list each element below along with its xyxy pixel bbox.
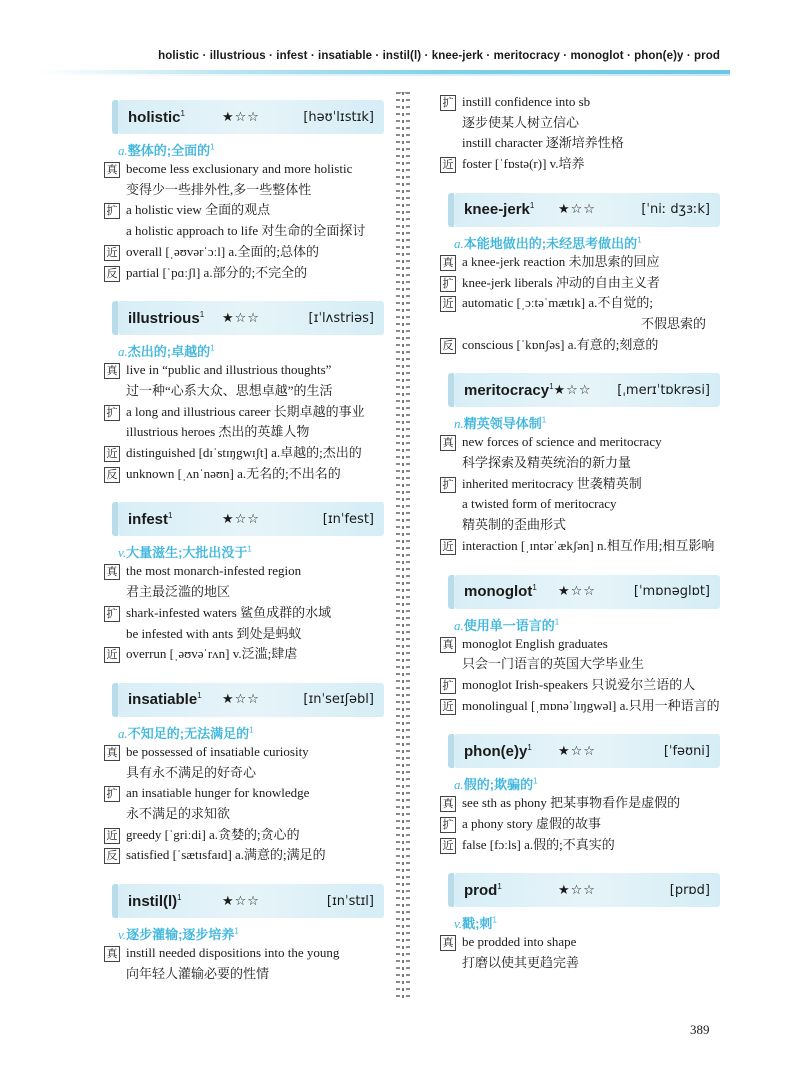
right-column	[440, 94, 720, 992]
headword-banner	[118, 301, 384, 335]
headword	[118, 511, 222, 528]
part-of-speech: v.	[454, 916, 463, 932]
entry-line	[440, 154, 720, 175]
line-text: distinguished [dɪˈstɪŋgwɪʃt] a.卓越的;杰出的	[126, 445, 362, 461]
headword-banner	[118, 683, 384, 717]
entry-line	[440, 92, 720, 113]
label-icon: 真	[104, 363, 120, 379]
star-rating: ★☆☆	[222, 109, 260, 125]
entry-line-continued	[104, 422, 384, 443]
line-text: 永不满足的求知欲	[126, 806, 231, 822]
sense-text: 逐步灌输;逐步培养	[126, 927, 235, 943]
sense-number: 1	[637, 235, 642, 245]
star-rating: ★☆☆	[558, 743, 596, 759]
entry-line-continued	[440, 953, 720, 974]
sense-definition	[454, 615, 720, 634]
star-rating: ★☆☆	[222, 511, 260, 527]
entry-line-continued	[104, 381, 384, 402]
headword-banner	[118, 100, 384, 134]
headword-text: illustrious	[128, 309, 200, 327]
label-icon: 扩	[440, 477, 456, 493]
part-of-speech: a.	[118, 143, 128, 158]
line-text: a phony story 虚假的故事	[462, 816, 602, 832]
headword-banner	[118, 502, 384, 536]
entry-line	[104, 561, 384, 582]
headword-frequency: 1	[497, 881, 502, 891]
entry-line	[440, 696, 720, 717]
sense-number: 1	[533, 777, 538, 787]
headword	[118, 691, 222, 708]
line-text: 过一种“心系大众、思想卓越”的生活	[126, 382, 333, 398]
entry-line	[440, 536, 720, 557]
label-icon: 真	[440, 796, 456, 812]
entry-line	[104, 263, 384, 284]
phonetic: [prɒd]	[669, 882, 710, 898]
line-text: partial [ˈpɑːʃl] a.部分的;不完全的	[126, 264, 308, 280]
dictionary-entry	[104, 100, 384, 283]
line-text: a holistic view 全面的观点	[126, 202, 271, 218]
phonetic: [ˌmerɪˈtɒkrəsi]	[617, 382, 710, 398]
label-icon: 真	[104, 946, 120, 962]
phonetic: [ˈfəʊni]	[663, 743, 710, 759]
headword-frequency: 1	[168, 510, 173, 520]
label-icon: 真	[440, 637, 456, 653]
line-text: live in “public and illustrious thoughts”	[126, 362, 332, 378]
entry-line	[440, 793, 720, 814]
line-text: 变得少一些排外性,多一些整体性	[126, 181, 312, 197]
part-of-speech: v.	[118, 545, 127, 561]
headword-text: holistic	[128, 108, 181, 126]
headword-text: monoglot	[464, 583, 533, 601]
dictionary-entry	[104, 301, 384, 484]
part-of-speech: a.	[454, 617, 464, 633]
star-rating: ★☆☆	[222, 310, 260, 326]
headword-frequency: 1	[197, 691, 202, 701]
line-text: shark-infested waters 鲨鱼成群的水域	[126, 604, 332, 620]
entry-line	[104, 742, 384, 763]
headword-text: meritocracy	[464, 381, 550, 399]
entry-line	[440, 335, 720, 356]
part-of-speech: a.	[454, 777, 464, 793]
line-text: become less exclusionary and more holistic	[126, 161, 353, 176]
line-text: a long and illustrious career 长期卓越的事业	[126, 403, 365, 419]
label-icon: 近	[440, 157, 456, 173]
label-icon: 近	[104, 828, 120, 844]
phonetic: [ˈmɒnəglɒt]	[633, 584, 710, 600]
entry-line-continued	[104, 180, 384, 201]
line-text: overall [ˌəʊvərˈɔːl] a.全面的;总体的	[126, 243, 320, 259]
line-text: monolingual [ˌmɒnəˈlɪŋgwəl] a.只用一种语言的	[462, 697, 720, 713]
sense-number: 1	[210, 142, 215, 152]
sense-text: 不知足的;无法满足的	[127, 725, 250, 741]
dictionary-entry	[440, 734, 720, 855]
headword-text: insatiable	[128, 691, 198, 709]
label-icon: 反	[440, 338, 456, 354]
sense-definition	[118, 542, 384, 561]
headword-banner	[118, 884, 384, 918]
line-text: a twisted form of meritocracy	[462, 496, 617, 512]
sense-text: 精英领导体制	[463, 416, 542, 432]
entry-line	[104, 402, 384, 423]
line-text: instill needed dispositions into the young	[126, 945, 340, 961]
label-icon: 真	[104, 564, 120, 580]
sense-definition	[454, 913, 720, 932]
line-text: interaction [ˌɪntərˈækʃən] n.相互作用;相互影响	[462, 537, 715, 553]
line-text: a holistic approach to life 对生命的全面探讨	[126, 223, 366, 239]
part-of-speech: n.	[454, 416, 464, 432]
entry-line	[440, 675, 720, 696]
headword-frequency: 1	[199, 309, 205, 319]
line-text: a knee-jerk reaction 未加思索的回应	[462, 253, 660, 269]
entry-line-continued	[104, 763, 384, 784]
line-text: instill character 逐渐培养性格	[462, 135, 624, 151]
headword-banner	[454, 575, 720, 609]
label-icon: 真	[440, 935, 456, 951]
label-icon: 扩	[104, 786, 120, 802]
entry-line	[440, 432, 720, 453]
phonetic: [həʊˈlɪstɪk]	[303, 109, 374, 125]
line-text: foster [ˈfɒstə(r)] v.培养	[462, 156, 585, 172]
entry-line	[440, 932, 720, 953]
entry-line-continued	[104, 804, 384, 825]
dictionary-entry	[440, 873, 720, 973]
entry-line-continued	[440, 654, 720, 675]
dictionary-entry	[440, 575, 720, 717]
headword-frequency: 1	[180, 108, 185, 118]
phonetic: [ɪnˈseɪʃəbl]	[303, 692, 374, 708]
entry-line	[440, 474, 720, 495]
entry-line	[104, 159, 384, 180]
running-header: holistic · illustrious · infest · insatiable · instil(l) · knee-jerk · meritocracy · monoglot · phon(e)y · prod	[158, 50, 720, 62]
headword	[118, 310, 222, 327]
part-of-speech: a.	[118, 344, 128, 360]
line-text: be prodded into shape	[462, 934, 577, 950]
headword-banner	[454, 373, 720, 407]
entry-line	[104, 200, 384, 221]
label-icon: 近	[440, 296, 456, 312]
page-number: 389	[690, 1022, 710, 1037]
line-text: the most monarch-infested region	[126, 563, 302, 579]
headword	[118, 893, 222, 910]
line-text: greedy [ˈgriːdi] a.贪婪的;贪心的	[126, 826, 300, 842]
sense-definition	[454, 774, 720, 793]
headword-frequency: 1	[527, 742, 532, 752]
headword-text: infest	[128, 510, 169, 528]
entry-line-continued	[440, 515, 720, 536]
column-divider	[396, 92, 410, 1002]
headword-text: prod	[464, 881, 498, 899]
sense-number: 1	[247, 545, 252, 555]
label-icon: 扩	[104, 203, 120, 219]
label-icon: 反	[104, 467, 120, 483]
sense-text: 整体的;全面的	[127, 143, 211, 158]
line-text: 逐步使某人树立信心	[462, 114, 580, 130]
headword	[454, 382, 554, 399]
headword-banner	[454, 734, 720, 768]
line-text: overrun [ˌəʊvəˈrʌn] v.泛滥;肆虐	[126, 646, 298, 662]
label-icon: 反	[104, 848, 120, 864]
headword-text: knee-jerk	[464, 201, 530, 219]
phonetic: [ɪnˈstɪl]	[326, 893, 374, 909]
label-icon: 真	[104, 162, 120, 178]
star-rating: ★☆☆	[558, 882, 596, 898]
line-text: instill confidence into sb	[462, 94, 591, 109]
entry-line	[104, 644, 384, 665]
phonetic: [ɪˈlʌstriəs]	[308, 310, 374, 326]
sense-definition	[118, 140, 384, 159]
entry-line	[104, 943, 384, 964]
headword-text: instil(l)	[128, 892, 178, 910]
line-text: monoglot English graduates	[462, 635, 608, 651]
star-rating: ★☆☆	[553, 382, 592, 398]
line-text: 打磨以使其更趋完善	[462, 955, 580, 971]
entry-line	[104, 845, 384, 866]
headword-text: phon(e)y	[464, 742, 528, 760]
headword-frequency: 1	[549, 381, 554, 391]
entry-line	[104, 783, 384, 804]
entry-line	[440, 293, 720, 314]
entry-line-continued	[440, 314, 720, 335]
line-text: satisfied [ˈsætɪsfaɪd] a.满意的;满足的	[126, 847, 326, 863]
entry-line-continued	[104, 582, 384, 603]
label-icon: 扩	[440, 276, 456, 292]
headword	[454, 882, 558, 899]
label-icon: 扩	[440, 678, 456, 694]
part-of-speech: a.	[118, 725, 128, 741]
entry-line	[104, 443, 384, 464]
line-text: monoglot Irish-speakers 只说爱尔兰语的人	[462, 676, 696, 692]
sense-text: 大量滋生;大批出没于	[126, 545, 248, 561]
line-text: be possessed of insatiable curiosity	[126, 743, 309, 759]
entry-line	[440, 273, 720, 294]
entry-line	[104, 464, 384, 485]
headword-frequency: 1	[177, 892, 182, 902]
sense-definition	[454, 413, 720, 432]
sense-number: 1	[234, 926, 239, 936]
line-text: an insatiable hunger for knowledge	[126, 785, 310, 801]
sense-definition	[118, 924, 384, 943]
part-of-speech: v.	[118, 927, 127, 943]
sense-number: 1	[249, 725, 254, 735]
label-icon: 近	[440, 699, 456, 715]
label-icon: 近	[104, 245, 120, 261]
dictionary-entry	[440, 193, 720, 356]
label-icon: 扩	[440, 817, 456, 833]
sense-definition	[118, 723, 384, 742]
line-text: knee-jerk liberals 冲动的自由主义者	[462, 274, 660, 290]
line-text: unknown [ˌʌnˈnəʊn] a.无名的;不出名的	[126, 465, 341, 481]
label-icon: 近	[104, 446, 120, 462]
headword	[454, 743, 558, 760]
headword-frequency: 1	[529, 201, 535, 211]
headword-banner	[454, 193, 720, 227]
sense-definition	[454, 233, 720, 252]
dictionary-entry	[104, 884, 384, 984]
entry-line-continued	[104, 964, 384, 985]
line-text: 科学探索及精英统治的新力量	[462, 455, 632, 471]
star-rating: ★☆☆	[222, 893, 260, 909]
dictionary-entry	[104, 502, 384, 665]
star-rating: ★☆☆	[558, 202, 596, 218]
phonetic: [ˈniː dʒɜːk]	[641, 202, 710, 218]
entry-line-continued	[104, 624, 384, 645]
label-icon: 近	[440, 838, 456, 854]
entry-line-continued	[440, 133, 720, 154]
dictionary-entry	[440, 373, 720, 556]
entry-line	[440, 634, 720, 655]
left-column	[104, 100, 384, 1003]
phonetic: [ɪnˈfest]	[322, 511, 374, 527]
label-icon: 反	[104, 266, 120, 282]
entry-line	[440, 814, 720, 835]
label-icon: 真	[104, 745, 120, 761]
line-text: 君主最泛滥的地区	[126, 584, 231, 600]
label-icon: 近	[440, 539, 456, 555]
sense-text: 假的;欺骗的	[463, 777, 534, 793]
line-text: new forces of science and meritocracy	[462, 434, 662, 450]
sense-number: 1	[541, 416, 547, 425]
label-icon: 真	[440, 435, 456, 451]
header-rule-shadow	[40, 74, 730, 76]
label-icon: 扩	[440, 95, 456, 111]
label-icon: 真	[440, 255, 456, 271]
sense-text: 杰出的;卓越的	[127, 344, 211, 360]
sense-number: 1	[554, 617, 560, 627]
label-icon: 扩	[104, 606, 120, 622]
sense-number: 1	[210, 343, 215, 353]
entry-line-continued	[104, 221, 384, 242]
line-text: see sth as phony 把某事物看作是虚假的	[462, 795, 681, 811]
line-text: inherited meritocracy 世袭精英制	[462, 475, 642, 491]
entry-line	[440, 835, 720, 856]
entry-line-continued	[440, 494, 720, 515]
sense-text: 戳;刺	[462, 916, 493, 932]
star-rating: ★☆☆	[558, 584, 596, 600]
entry-line	[104, 825, 384, 846]
sense-definition	[118, 341, 384, 360]
label-icon: 扩	[104, 405, 120, 421]
line-text: illustrious heroes 杰出的英雄人物	[126, 424, 310, 440]
part-of-speech: a.	[454, 235, 464, 251]
entry-line	[440, 252, 720, 273]
star-rating: ★☆☆	[222, 692, 260, 708]
line-text: 只会一门语言的英国大学毕业生	[462, 656, 645, 672]
headword	[454, 201, 558, 218]
line-text: 具有永不满足的好奇心	[126, 764, 257, 780]
line-text: conscious [ˈkɒnʃəs] a.有意的;刻意的	[462, 336, 659, 352]
headword	[118, 109, 222, 126]
line-text: 不假思索的	[640, 315, 706, 331]
line-text: 向年轻人灌输必要的性情	[126, 965, 270, 981]
headword-frequency: 1	[532, 583, 537, 593]
continued-entry	[440, 92, 720, 175]
entry-line-continued	[440, 113, 720, 134]
sense-text: 本能地做出的;未经思考做出的	[463, 235, 638, 251]
entry-line	[104, 242, 384, 263]
line-text: be infested with ants 到处是蚂蚁	[126, 625, 302, 641]
headword-banner	[454, 873, 720, 907]
entry-line	[104, 603, 384, 624]
entry-line	[104, 360, 384, 381]
line-text: 精英制的歪曲形式	[462, 517, 567, 533]
sense-number: 1	[492, 916, 497, 926]
sense-text: 使用单一语言的	[463, 617, 555, 633]
entry-line-continued	[440, 453, 720, 474]
label-icon: 近	[104, 647, 120, 663]
line-text: false [fɔːls] a.假的;不真实的	[462, 836, 615, 852]
dictionary-entry	[104, 683, 384, 866]
line-text: automatic [ˌɔːtəˈmætɪk] a.不自觉的;	[462, 295, 653, 311]
headword	[454, 583, 558, 600]
